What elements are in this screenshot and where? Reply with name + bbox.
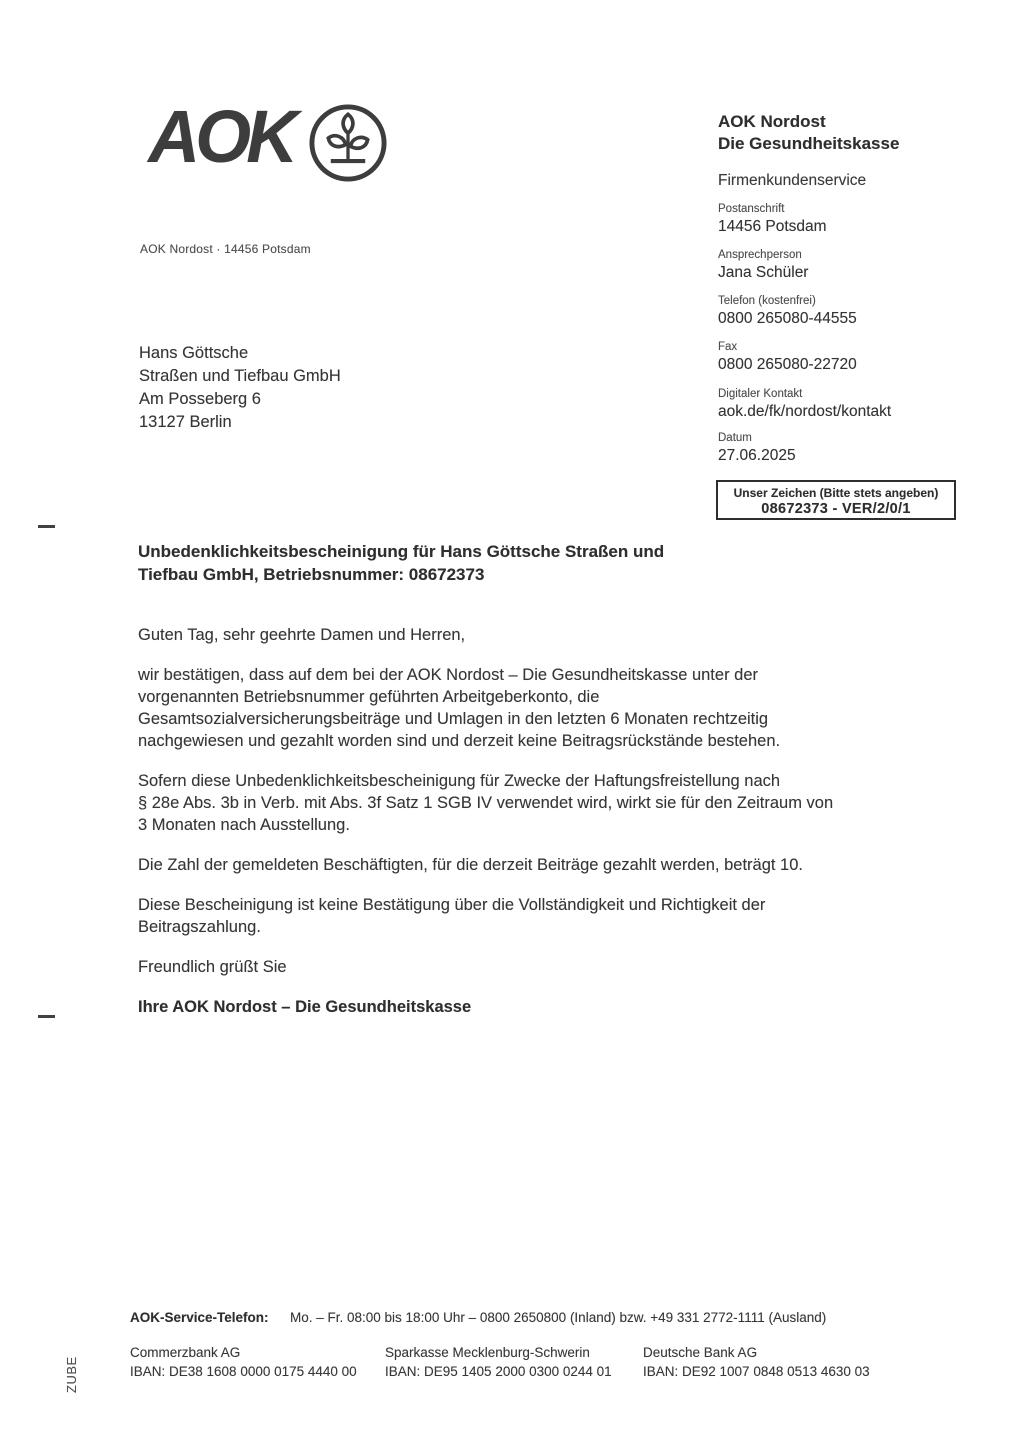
field-value: Jana Schüler [718,264,809,281]
service-phone-value: Mo. – Fr. 08:00 bis 18:00 Uhr – 0800 2650800 (Inland) bzw. +49 331 2772-1111 (Ausland) [290,1310,827,1325]
subject-line-1: Unbedenklichkeitsbescheinigung für Hans Göttsche Straßen und [138,542,665,561]
signature-line: Ihre AOK Nordost – Die Gesundheitskasse [138,998,472,1016]
recipient-name: Hans Göttsche [139,344,249,362]
paragraph-validity [138,770,898,836]
sender-return-address: AOK Nordost · 14456 Potsdam [140,242,311,256]
subject-line-2: Tiefbau GmbH, Betriebsnummer: 08672373 [138,565,485,584]
reference-number-box [716,480,956,520]
paragraph-confirmation [138,664,898,752]
bank-iban: IBAN: DE92 1007 0848 0513 4630 03 [643,1363,870,1379]
body-line: wir bestätigen, dass auf dem bei der AOK Nordost – Die Gesundheitskasse unter der [138,666,758,684]
body-line: nachgewiesen und gezahlt worden sind und derzeit keine Beitragsrückstände bestehen. [138,732,781,750]
field-ansprechperson [718,249,808,282]
bank-sparkasse [385,1344,612,1381]
field-value: 27.06.2025 [718,447,796,464]
body-line: Sofern diese Unbedenklichkeitsbescheinigung für Zwecke der Haftungsfreistellung nach [138,772,781,790]
body-line: Diese Bescheinigung ist keine Bestätigung über die Vollständigkeit und Richtigkeit der [138,896,766,914]
edge-vertical-code: ZUBE [64,1356,79,1393]
aok-plant-circle-icon [307,102,389,184]
recipient-street: Am Posseberg 6 [139,390,261,408]
reference-label: Unser Zeichen (Bitte stets angeben) [733,486,939,500]
body-line: Gesamtsozialversicherungsbeiträge und Umlagen in den letzten 6 Monaten rechtzeitig [138,710,769,728]
org-name-line2: Die Gesundheitskasse [718,134,900,153]
bank-name: Sparkasse Mecklenburg-Schwerin [385,1345,590,1360]
paragraph-disclaimer [138,894,898,938]
field-telefon [718,295,857,328]
salutation: Guten Tag, sehr geehrte Damen und Herren, [138,626,466,644]
service-phone-label: AOK-Service-Telefon: [130,1310,269,1325]
bank-deutsche-bank [643,1344,870,1381]
bank-iban: IBAN: DE95 1405 2000 0300 0244 01 [385,1363,612,1379]
field-label: Telefon (kostenfrei) [718,295,816,307]
subject-line [138,540,664,586]
closing-greeting: Freundlich grüßt Sie [138,958,287,976]
aok-logo-wordmark: AOK [148,95,294,178]
recipient-address-block [139,342,341,434]
body-line: 3 Monaten nach Ausstellung. [138,816,350,834]
recipient-city: 13127 Berlin [139,413,232,431]
field-value: 0800 265080-22720 [718,356,857,373]
org-name-line1: AOK Nordost [718,112,826,131]
body-line: § 28e Abs. 3b in Verb. mit Abs. 3f Satz 1 SGB IV verwendet wird, wirkt sie für den Zeitraum von [138,794,834,812]
field-label: Fax [718,341,738,353]
field-value: 0800 265080-44555 [718,310,857,327]
field-label: Ansprechperson [718,249,802,261]
fold-mark [38,525,55,528]
bank-commerzbank [130,1344,357,1381]
field-postanschrift [718,203,827,236]
letter-body [138,624,898,1036]
field-digitaler-kontakt [718,388,891,421]
fold-mark [38,1015,55,1018]
recipient-company: Straßen und Tiefbau GmbH [139,367,341,385]
field-label: Digitaler Kontakt [718,388,803,400]
field-label: Postanschrift [718,203,785,215]
body-line: vorgenannten Betriebsnummer geführten Arbeitgeberkonto, die [138,688,600,706]
field-label: Datum [718,432,752,444]
bank-name: Commerzbank AG [130,1345,241,1360]
reference-value: 08672373 - VER/2/0/1 [761,501,911,517]
field-value: aok.de/fk/nordost/kontakt [718,403,892,420]
bank-iban: IBAN: DE38 1608 0000 0175 4440 00 [130,1363,357,1379]
bank-name: Deutsche Bank AG [643,1345,758,1360]
field-datum [718,432,796,465]
body-line: Beitragszahlung. [138,918,261,936]
field-value: 14456 Potsdam [718,218,827,235]
department-name: Firmenkundenservice [718,172,867,189]
org-name [718,111,899,155]
field-fax [718,341,857,374]
paragraph-employee-count: Die Zahl der gemeldeten Beschäftigten, für die derzeit Beiträge gezahlt werden, beträgt 10. [138,856,803,874]
